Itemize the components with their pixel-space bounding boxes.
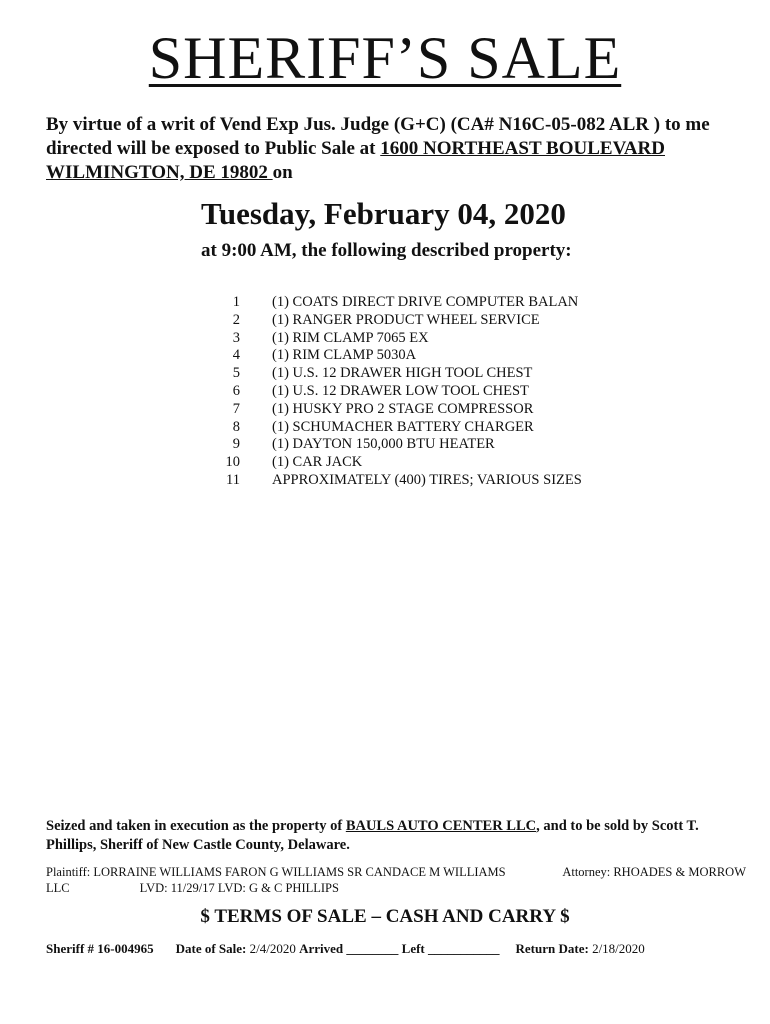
writ-intro xyxy=(46,113,746,185)
item-number: 8 xyxy=(232,418,240,435)
item-number: 7 xyxy=(232,400,240,417)
seized-statement xyxy=(46,817,746,855)
intro-text-b: on xyxy=(272,162,293,183)
return-date-value: 2/18/2020 xyxy=(592,941,645,956)
item-description: (1) SCHUMACHER BATTERY CHARGER xyxy=(272,418,534,435)
list-item xyxy=(214,472,734,490)
sheriff-number: Sheriff # 16-004965 xyxy=(46,941,154,956)
item-description: (1) U.S. 12 DRAWER LOW TOOL CHEST xyxy=(272,382,529,399)
item-description: (1) COATS DIRECT DRIVE COMPUTER BALAN xyxy=(272,294,579,310)
list-item xyxy=(214,401,734,419)
plaintiff-row-2 xyxy=(46,880,746,896)
plaintiff-block xyxy=(46,864,746,896)
footer-line xyxy=(46,941,746,957)
attorney-name: Attorney: RHOADES & MORROW xyxy=(562,865,746,879)
seized-text-a: Seized and taken in execution as the property of xyxy=(46,818,346,834)
item-number: 1 xyxy=(232,294,240,310)
date-of-sale-label: Date of Sale: xyxy=(175,941,250,956)
list-item xyxy=(214,454,734,472)
list-item xyxy=(214,312,734,330)
item-description: (1) HUSKY PRO 2 STAGE COMPRESSOR xyxy=(272,400,534,417)
item-description: (1) U.S. 12 DRAWER HIGH TOOL CHEST xyxy=(272,365,533,382)
seized-text-b: , and to be sold by Scott T. Phillips, Sheriff of New Castle County, Delaware. xyxy=(46,818,699,853)
sale-address: 1600 NORTHEAST BOULEVARD WILMINGTON, DE 19802 xyxy=(46,138,665,183)
item-number: 9 xyxy=(232,436,240,453)
list-item xyxy=(214,436,734,454)
left-field: Left ___________ xyxy=(401,941,500,956)
item-description: (1) CAR JACK xyxy=(272,454,363,471)
item-number: 6 xyxy=(232,382,240,399)
sale-time-line: at 9:00 AM, the following described property: xyxy=(201,240,572,261)
date-of-sale-value: 2/4/2020 xyxy=(249,941,296,956)
item-number: 4 xyxy=(232,347,240,364)
plaintiff-row xyxy=(46,864,746,880)
list-item xyxy=(214,347,734,365)
property-owner: BAULS AUTO CENTER LLC xyxy=(345,818,537,834)
item-number: 11 xyxy=(226,471,240,488)
list-item xyxy=(214,330,734,348)
list-item xyxy=(214,419,734,437)
list-item xyxy=(214,383,734,401)
terms-of-sale: $ TERMS OF SALE – CASH AND CARRY $ xyxy=(200,906,570,927)
item-description: (1) RANGER PRODUCT WHEEL SERVICE xyxy=(272,311,540,328)
title-text: SHERIFF’S SALE xyxy=(148,25,622,91)
item-number: 2 xyxy=(232,311,240,328)
item-description: (1) DAYTON 150,000 BTU HEATER xyxy=(272,436,495,453)
lvd-line: LVD: 11/29/17 LVD: G & C PHILLIPS xyxy=(139,881,339,895)
plaintiff-names: Plaintiff: LORRAINE WILLIAMS FARON G WILLIAMS SR CANDACE M WILLIAMS xyxy=(46,865,506,879)
item-description: (1) RIM CLAMP 5030A xyxy=(272,347,417,364)
attorney-cont: LLC xyxy=(46,881,70,895)
list-item xyxy=(214,294,734,312)
intro-text-a: By virtue of a writ of Vend Exp Jus. Judge (G+C) (CA# N16C-05-082 ALR ) to me directed will be exposed to Public Sale at xyxy=(46,114,710,159)
item-number: 5 xyxy=(232,365,240,382)
arrived-field: Arrived ________ xyxy=(299,941,399,956)
item-description: (1) RIM CLAMP 7065 EX xyxy=(272,329,429,346)
item-number: 10 xyxy=(225,454,240,471)
sale-date: Tuesday, February 04, 2020 xyxy=(201,196,566,231)
list-item xyxy=(214,365,734,383)
item-description: APPROXIMATELY (400) TIRES; VARIOUS SIZES xyxy=(272,471,582,488)
property-list xyxy=(214,294,734,490)
item-number: 3 xyxy=(232,329,240,346)
page-title xyxy=(0,25,770,91)
return-date-label: Return Date: xyxy=(515,941,593,956)
